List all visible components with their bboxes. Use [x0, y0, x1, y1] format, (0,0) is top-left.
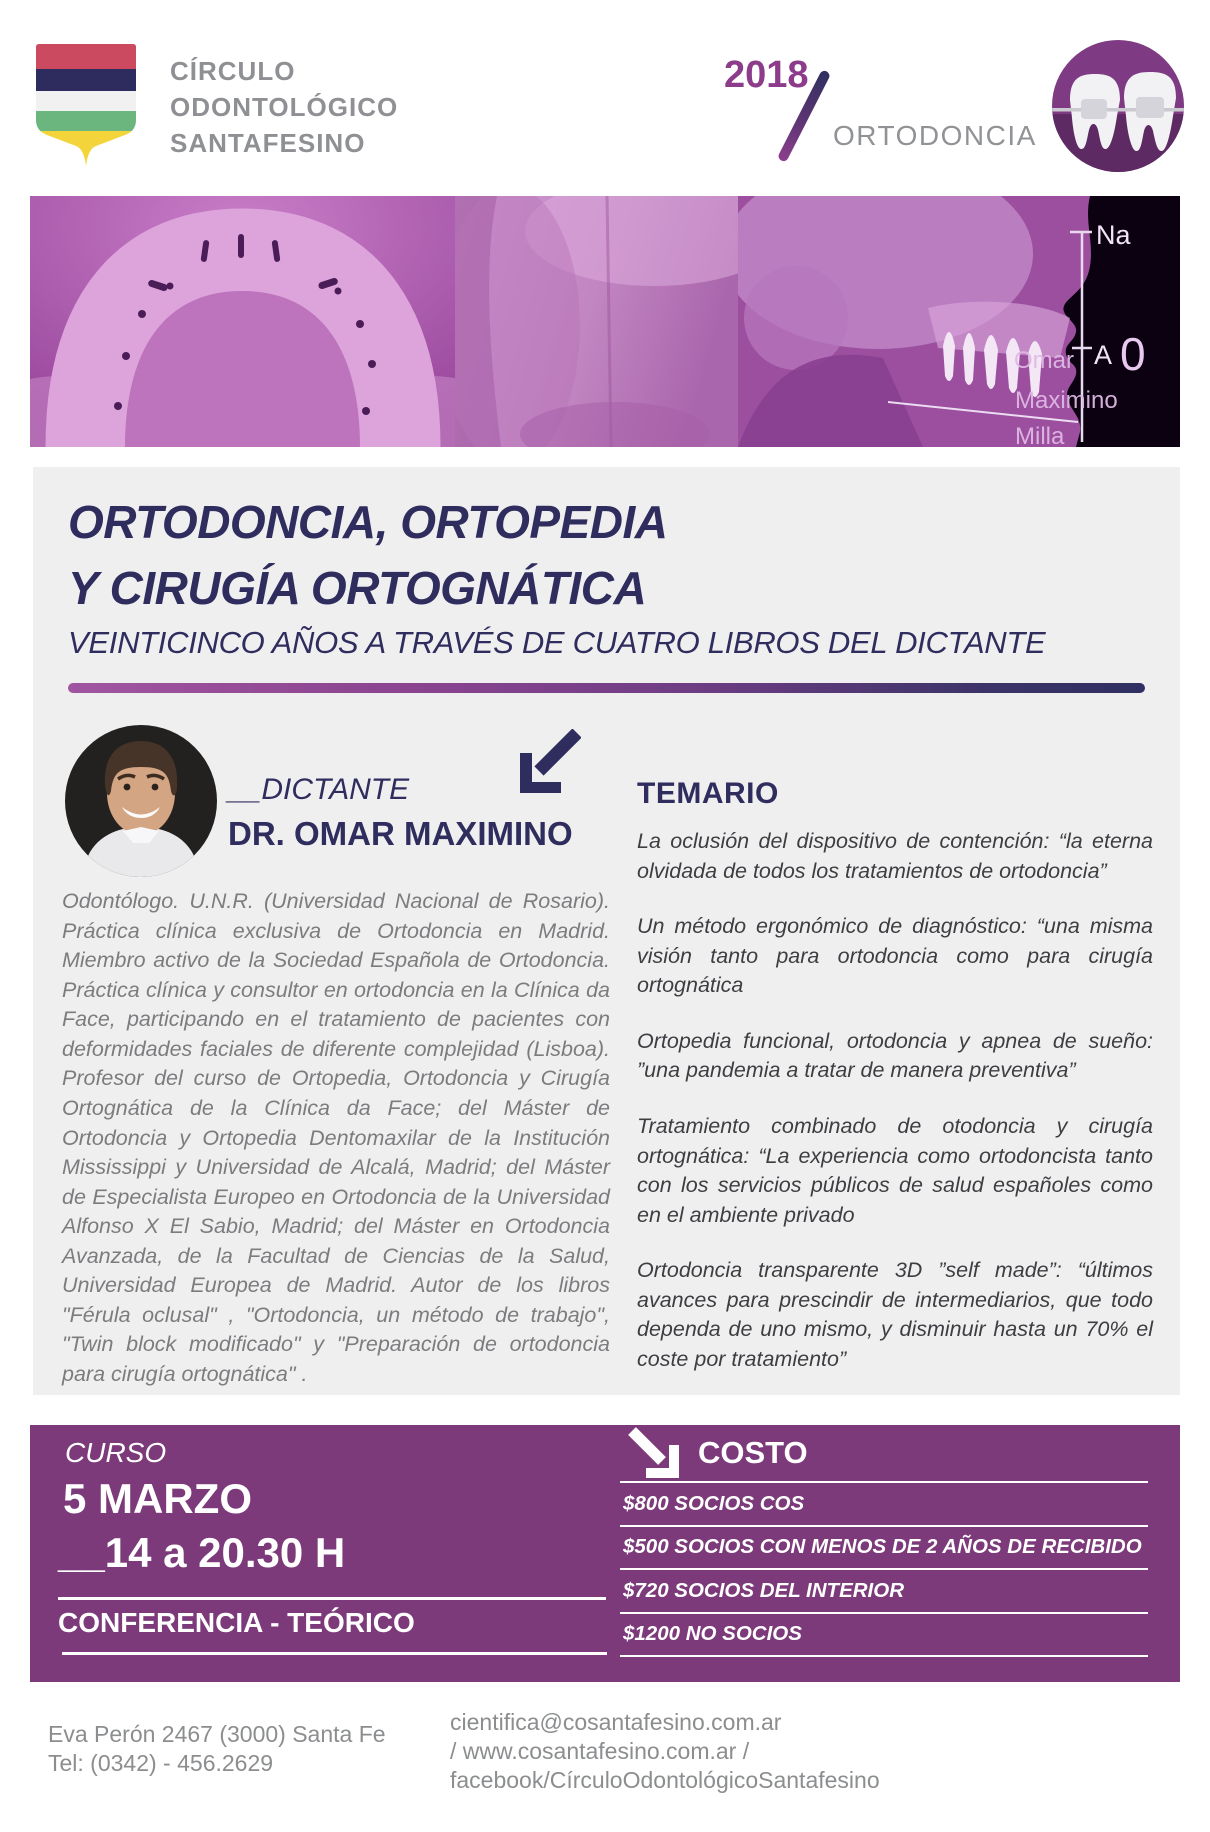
footer-address: Eva Perón 2467 (3000) Santa Fe [48, 1721, 386, 1747]
temario-heading: TEMARIO [637, 777, 779, 810]
photo-face [455, 196, 738, 447]
temario-item: Un método ergonómico de diagnóstico: “una misma visión tanto para ortodoncia como para cirugía ortognática [637, 914, 1153, 998]
speaker-role-label: __DICTANTE [228, 773, 410, 806]
org-shield-logo [36, 44, 136, 171]
course-format: CONFERENCIA - TEÓRICO [58, 1607, 415, 1638]
speaker-bio: Odontólogo. U.N.R. (Universidad Nacional de Rosario). Práctica clínica exclusiva de Ortodoncia en Madrid. Miembro activo de la Sociedad Española de Ortodoncia. Práctica clínica y consultor en ortodoncia en la Clínica da Face, participando en el tratamiento de pacientes con deformidades faciales de diferente complejidad (Lisboa). Profesor del curso de Ortopedia, Ortodoncia y Cirugía Ortognática de la Clínica da Face; del Máster de Ortodoncia y Ortopedia Dentomaxilar de la Institución Mississippi y Universidad de Alcalá, Madrid; del Máster de Especialista Europeo en Ortodoncia de la Universidad Alfonso X El Sabio, Madrid; del Máster en Ortodoncia Avanzada, de la Facultad de Ciencias de la Salud, Universidad Europea de Madrid. Autor de los libros "Férula oclusal" , "Ortodoncia, un método de trabajo", "Twin block modificado" y "Preparación de ortodoncia para cirugía ortognática" . [62, 889, 610, 1386]
shield-icon [36, 44, 136, 166]
footer-website: / www.cosantafesino.com.ar / [450, 1737, 750, 1764]
cost-table [620, 1481, 1148, 1657]
xray-watermark-1: Omar [1014, 347, 1074, 374]
speaker-photo [65, 725, 217, 877]
edition-year: 2018 [724, 54, 809, 96]
temario-item: Ortodoncia transparente 3D ”self made”: “últimos avances para prescindir de intermediarios, que todo dependa de uno mismo, y disminuir hasta un 70% el coste por tratamiento” [637, 1258, 1153, 1371]
course-info-section [30, 1425, 1180, 1682]
white-divider [62, 1652, 607, 1655]
photo-cephalometric-xray [738, 196, 1180, 447]
braces-teeth-icon [1050, 38, 1186, 174]
course-subtitle: VEINTICINCO AÑOS A TRAVÉS DE CUATRO LIBROS DEL DICTANTE [68, 625, 1046, 660]
temario-list [637, 827, 1153, 1400]
cost-heading: COSTO [698, 1435, 808, 1470]
speaker-portrait-icon [65, 725, 217, 877]
footer-contact-right [450, 1708, 880, 1795]
footer-email: cientifica@cosantafesino.com.ar [450, 1709, 782, 1735]
gradient-divider [68, 683, 1145, 693]
cost-row: $500 SOCIOS CON MENOS DE 2 AÑOS DE RECIBIDO [620, 1525, 1148, 1569]
xray-watermark-2: Maximino [1015, 387, 1118, 414]
footer-facebook: facebook/CírculoOdontológicoSantafesino [450, 1766, 880, 1793]
xray-label-a: A [1094, 340, 1113, 370]
white-divider [58, 1597, 606, 1600]
photo-banner [30, 196, 1180, 447]
cost-row: $800 SOCIOS COS [620, 1481, 1148, 1525]
temario-item: Ortopedia funcional, ortodoncia y apnea de sueño: ”una pandemia a tratar de manera preventiva” [637, 1028, 1153, 1083]
cost-row: $720 SOCIOS DEL INTERIOR [620, 1568, 1148, 1612]
photo-dental-cast [30, 196, 455, 447]
arrow-down-left-icon [517, 729, 581, 798]
course-title-line2: Y CIRUGÍA ORTOGNÁTICA [68, 562, 647, 614]
specialty-label: ORTODONCIA [833, 120, 1037, 151]
temario-item: La oclusión del dispositivo de contención: “la eterna olvidada de todos los tratamientos de ortodoncia” [637, 829, 1153, 883]
footer-phone: Tel: (0342) - 456.2629 [48, 1749, 274, 1776]
org-name [170, 54, 398, 162]
org-name-line1: CÍRCULO [170, 56, 296, 86]
course-date: 5 MARZO [63, 1475, 252, 1522]
org-name-line2: ODONTOLÓGICO [170, 91, 399, 122]
xray-label-zero: 0 [1120, 328, 1146, 380]
tooth-badge-icon [1050, 38, 1186, 179]
org-name-line3: SANTAFESINO [170, 127, 366, 158]
course-time: __14 a 20.30 H [58, 1529, 346, 1576]
footer-contact-left [48, 1720, 386, 1778]
temario-item: Tratamiento combinado de otodoncia y cirugía ortognática: “La experiencia como ortodoncista tanto con los servicios públicos de salud españoles como en el ambiente privado [637, 1113, 1153, 1227]
xray-label-na: Na [1096, 220, 1131, 250]
arrow-down-right-icon [628, 1427, 680, 1484]
hero-section [33, 467, 1180, 1395]
course-type-label: CURSO [65, 1437, 167, 1468]
xray-watermark-3: Milla [1015, 423, 1065, 447]
speaker-name: DR. OMAR MAXIMINO [228, 815, 573, 852]
course-title-line1: ORTODONCIA, ORTOPEDIA [68, 496, 668, 548]
cost-row: $1200 NO SOCIOS [620, 1612, 1148, 1656]
